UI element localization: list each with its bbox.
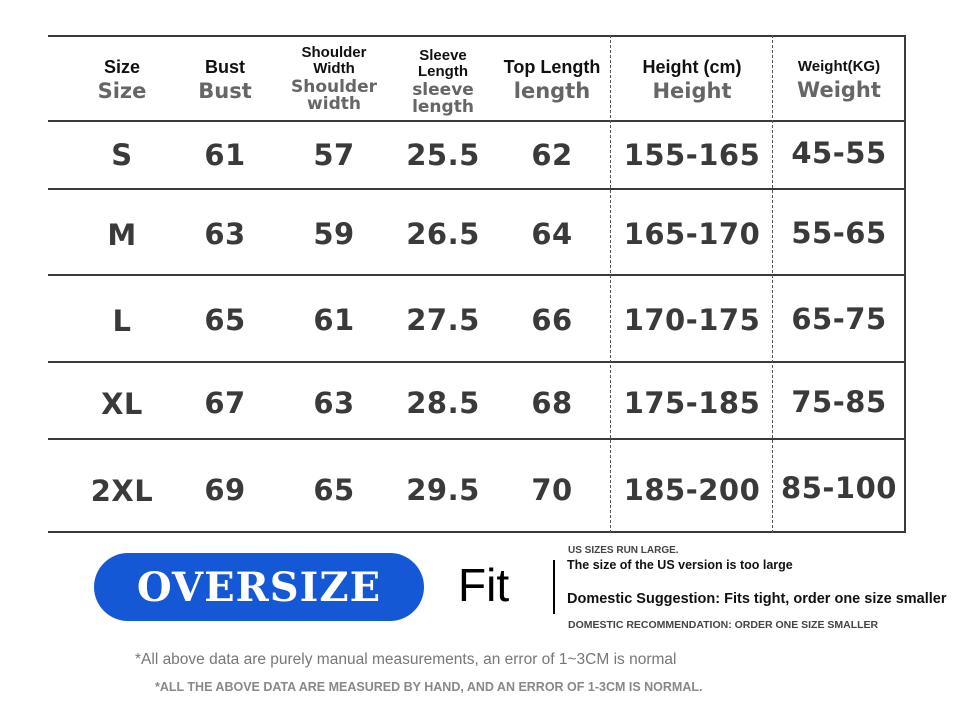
table-row-m-weight: 55-65 [791, 216, 887, 250]
table-row-l-shoulder: 61 [313, 303, 355, 337]
header-label-gray: Weight [797, 78, 881, 102]
size-chart-table [48, 35, 906, 533]
table-row-s-sleeve: 25.5 [406, 138, 480, 172]
row-rule [48, 361, 906, 363]
header-label-gray: Size [97, 79, 147, 103]
table-row-2xl-weight: 85-100 [781, 471, 897, 505]
row-rule [48, 274, 906, 276]
table-row-xl-shoulder: 63 [313, 386, 355, 420]
table-row-l-bust: 65 [204, 303, 246, 337]
table-row-xl-sleeve: 28.5 [406, 386, 480, 420]
header-label: Size [103, 57, 141, 77]
table-row-2xl-height: 185-200 [623, 473, 761, 507]
table-top-rule [48, 35, 906, 37]
header-label-gray: sleeve length [412, 80, 474, 117]
table-row-m-sleeve: 26.5 [406, 217, 480, 251]
oversize-badge-label: OVERSIZE [136, 563, 382, 611]
table-right-border [904, 35, 906, 533]
measurement-disclaimer-caps: *ALL THE ABOVE DATA ARE MEASURED BY HAND, AND AN ERROR OF 1-3CM IS NORMAL. [155, 680, 703, 694]
header-shoulder-width [279, 39, 389, 119]
table-row-s-weight: 45-55 [791, 136, 887, 170]
measurement-disclaimer: *All above data are purely manual measurements, an error of 1~3CM is normal [135, 651, 677, 668]
header-label-gray: length [513, 79, 591, 103]
table-row-xl-bust: 67 [204, 386, 246, 420]
table-row-2xl-bust: 69 [204, 473, 246, 507]
header-label: Weight(KG) [797, 58, 881, 75]
fit-label: Fit [458, 559, 510, 611]
table-row-2xl-sleeve: 29.5 [406, 473, 480, 507]
table-row-l-weight: 65-75 [791, 302, 887, 336]
table-row-m-height: 165-170 [623, 217, 761, 251]
header-height [611, 45, 773, 115]
header-label: Bust [205, 57, 245, 77]
table-row-2xl-shoulder: 65 [313, 473, 355, 507]
header-label: Sleeve Length [418, 47, 468, 80]
header-label-gray: Bust [198, 79, 252, 103]
table-row-2xl-size: 2XL [90, 474, 154, 508]
table-row-l-sleeve: 27.5 [406, 303, 480, 337]
header-label: Height (cm) [642, 57, 742, 77]
table-row-s-height: 155-165 [623, 138, 761, 172]
table-row-l-height: 170-175 [623, 303, 761, 337]
row-rule [48, 188, 906, 190]
table-row-s-size: S [111, 138, 133, 172]
header-label-gray: Height [652, 79, 732, 103]
domestic-suggestion-note: Domestic Suggestion: Fits tight, order one size smaller [567, 591, 947, 607]
header-sleeve-length [388, 43, 498, 121]
us-sizes-note: US SIZES RUN LARGE. [568, 545, 679, 556]
vertical-divider [553, 560, 555, 614]
header-size [68, 45, 176, 115]
header-bust [173, 45, 277, 115]
table-row-xl-size: XL [101, 387, 143, 421]
table-row-s-shoulder: 57 [313, 138, 355, 172]
table-row-m-length: 64 [531, 217, 573, 251]
table-row-xl-height: 175-185 [623, 386, 761, 420]
table-row-2xl-length: 70 [531, 473, 573, 507]
header-label: Top Length [503, 57, 601, 77]
table-row-xl-weight: 75-85 [791, 385, 887, 419]
table-row-s-length: 62 [531, 138, 573, 172]
table-row-m-shoulder: 59 [313, 217, 355, 251]
table-row-l-size: L [112, 304, 132, 338]
table-row-xl-length: 68 [531, 386, 573, 420]
header-label-gray: Shoulder width [290, 77, 378, 114]
table-bottom-rule [48, 531, 906, 533]
header-weight [774, 45, 904, 115]
us-version-note: The size of the US version is too large [567, 558, 793, 572]
table-row-l-length: 66 [531, 303, 573, 337]
table-row-m-bust: 63 [204, 217, 246, 251]
table-row-m-size: M [107, 218, 137, 252]
header-top-length [496, 45, 608, 115]
header-label: Shoulder Width [301, 44, 367, 77]
oversize-badge [94, 553, 424, 621]
domestic-recommendation-note: DOMESTIC RECOMMENDATION: ORDER ONE SIZE SMALLER [568, 619, 879, 631]
table-row-s-bust: 61 [204, 138, 246, 172]
row-rule [48, 438, 906, 440]
